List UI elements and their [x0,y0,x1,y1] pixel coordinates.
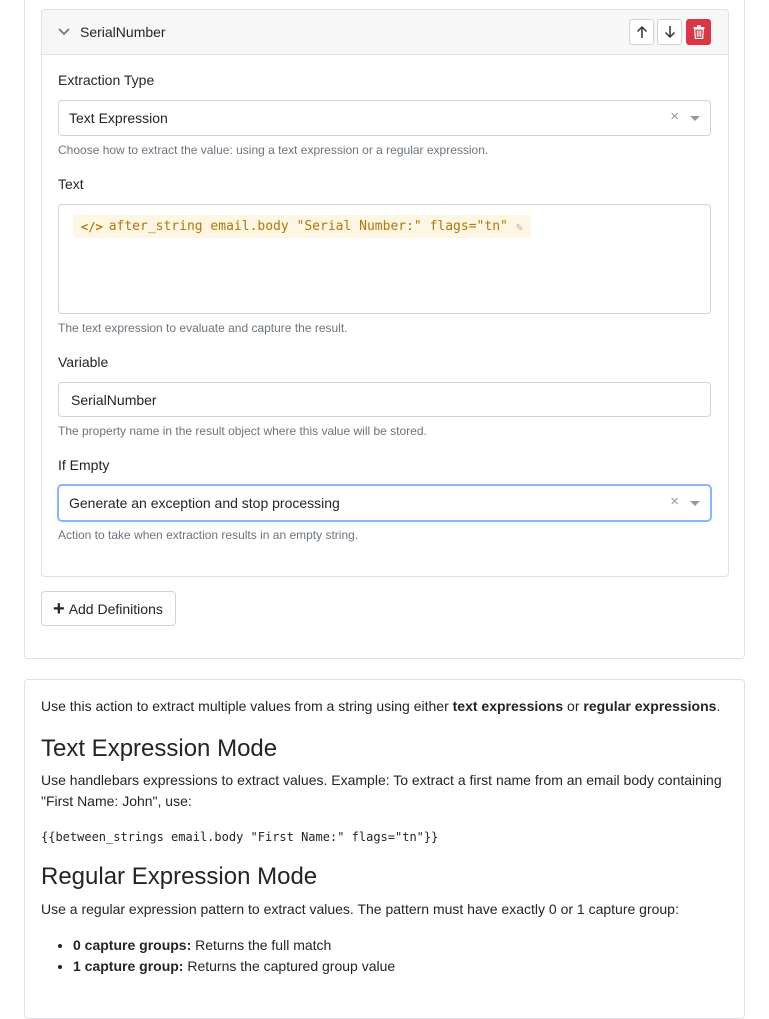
list-item [73,956,395,977]
delete-button[interactable] [686,19,711,45]
pencil-icon[interactable]: ✎ [515,219,524,234]
add-definitions-label: Add Definitions [68,600,163,617]
if-empty-help: Action to take when extraction results in an empty string. [58,528,359,542]
extraction-type-select[interactable] [58,100,711,136]
expression-chip[interactable] [73,215,531,238]
arrow-down-icon [663,25,677,39]
definition-header[interactable] [42,10,728,55]
intro-pre: Use this action to extract multiple values from a string using either [41,698,453,714]
move-down-button[interactable] [657,19,682,45]
clear-icon[interactable]: × [670,108,679,125]
extraction-type-label: Extraction Type [58,72,155,88]
definition-title: SerialNumber [80,24,166,40]
intro-mid: or [563,698,584,714]
intro-emph-text-expressions: text expressions [452,698,564,714]
if-empty-select[interactable] [58,485,711,521]
text-help: The text expression to evaluate and capture the result. [58,321,348,335]
variable-input[interactable] [58,382,711,417]
list-item-term: 0 capture groups: [73,937,192,953]
text-label: Text [58,176,84,192]
list-item-desc: Returns the full match [191,937,332,953]
extraction-type-help: Choose how to extract the value: using a text expression or a regular expression. [58,143,489,157]
text-expression-editor[interactable] [58,204,711,314]
arrow-up-icon [635,25,649,39]
text-mode-description: Use handlebars expressions to extract values. Example: To extract a first name from an email body containing "First Name: John", use: [41,772,722,809]
intro-emph-regular-expressions: regular expressions [583,698,717,714]
dropdown-caret-icon[interactable] [690,501,700,506]
move-up-button[interactable] [629,19,654,45]
definition-panel [41,9,729,577]
list-item-term: 1 capture group: [73,958,184,974]
variable-label: Variable [58,354,109,370]
action-config-card [24,0,745,659]
text-mode-heading: Text Expression Mode [41,735,278,762]
list-item-desc: Returns the captured group value [183,958,396,974]
intro-text [41,696,731,717]
plus-icon: + [53,597,65,620]
intro-end: . [716,698,721,714]
code-icon: </> [81,219,103,234]
if-empty-label: If Empty [58,457,110,473]
capture-group-list [41,935,395,977]
trash-icon [693,25,705,39]
list-item [73,935,395,956]
documentation-card [24,679,745,1019]
text-mode-code: {{between_strings email.body "First Name:" flags="tn"}} [41,830,439,844]
if-empty-value: Generate an exception and stop processing [69,495,340,511]
regex-mode-heading: Regular Expression Mode [41,863,318,890]
chevron-down-icon[interactable] [57,24,71,38]
regex-mode-description: Use a regular expression pattern to extract values. The pattern must have exactly 0 or 1 capture group: [41,901,679,917]
dropdown-caret-icon[interactable] [690,116,700,121]
clear-icon[interactable]: × [670,493,679,510]
add-definitions-button[interactable] [41,591,176,626]
variable-help: The property name in the result object where this value will be stored. [58,424,427,438]
extraction-type-value: Text Expression [69,110,168,126]
expression-text: after_string email.body "Serial Number:" flags="tn" [108,219,508,234]
